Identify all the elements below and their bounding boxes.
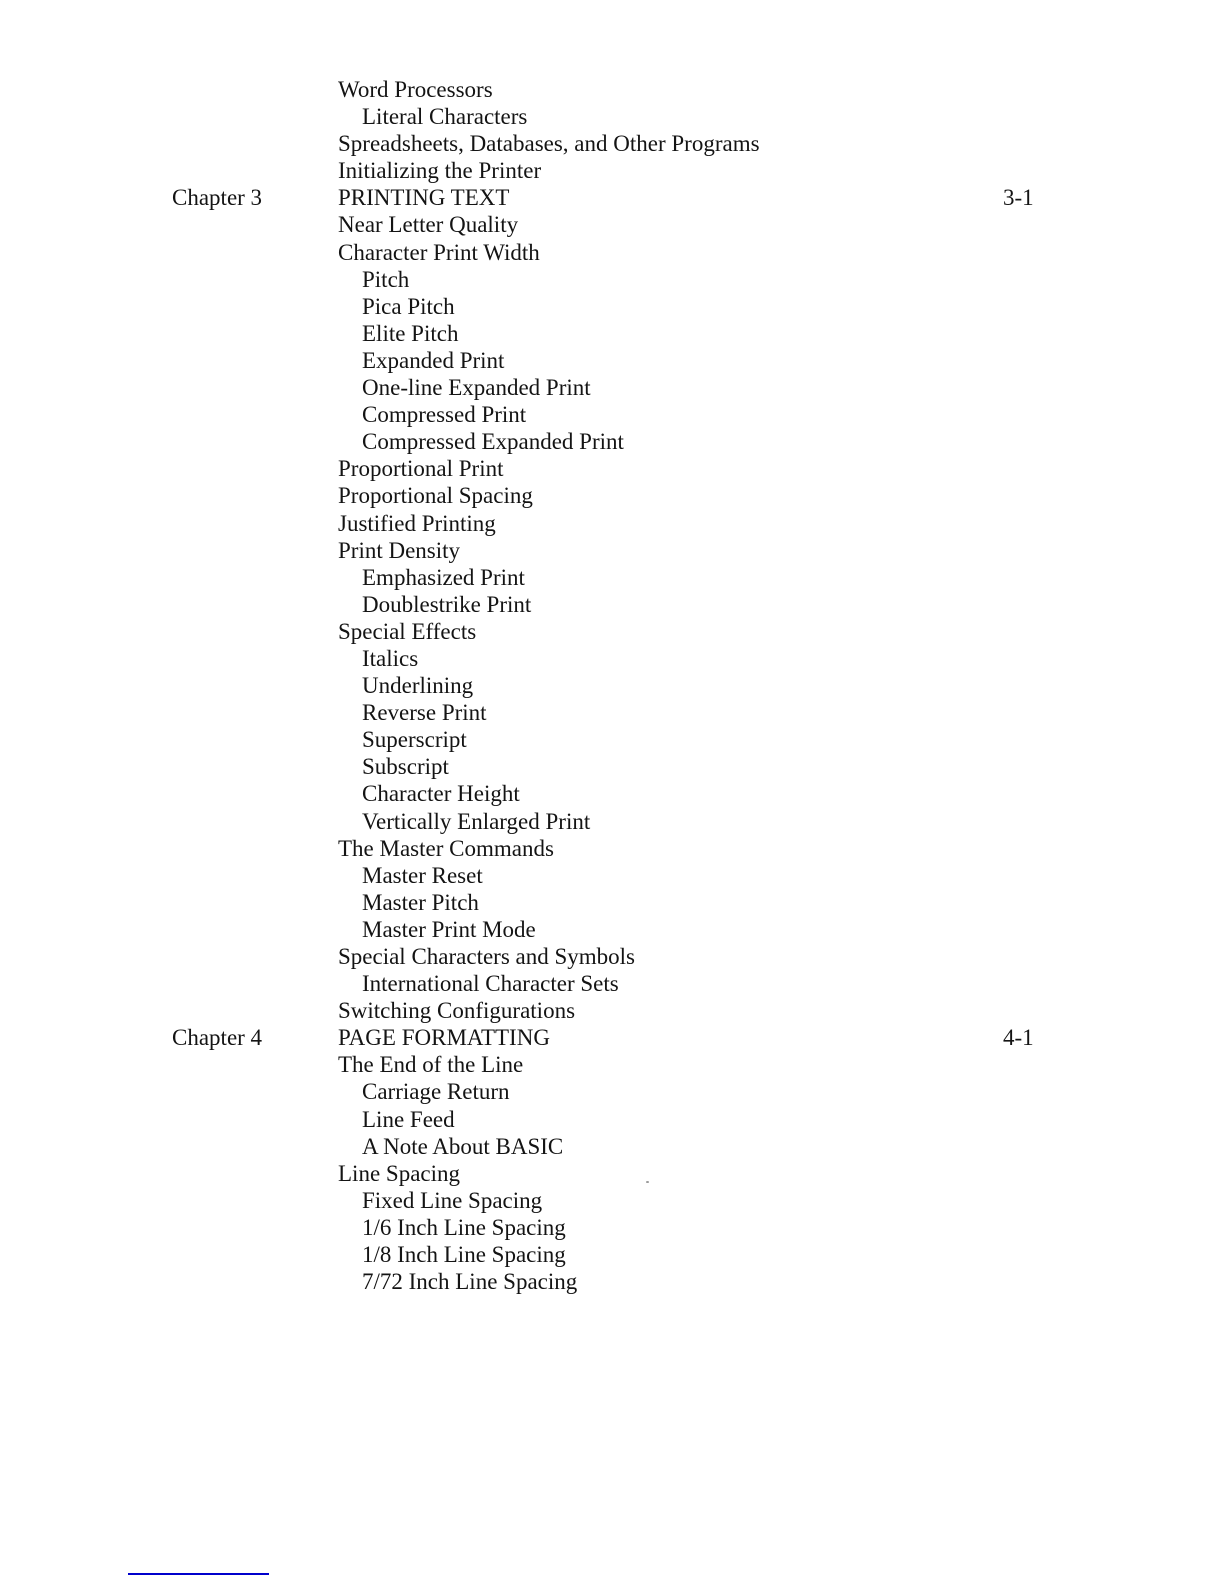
- page-number: 4-1: [1003, 1025, 1034, 1051]
- toc-row: [0, 835, 1224, 862]
- toc-entry-title: Compressed Expanded Print: [362, 429, 624, 455]
- toc-row: [0, 1187, 1224, 1214]
- toc-entry-title: Spreadsheets, Databases, and Other Programs: [338, 131, 760, 157]
- toc-entry-title: Emphasized Print: [362, 564, 525, 590]
- table-of-contents: [0, 76, 1224, 1295]
- toc-row: [0, 401, 1224, 428]
- toc-entry-title: Line Spacing: [338, 1160, 460, 1186]
- toc-row: [0, 374, 1224, 401]
- toc-row: [0, 997, 1224, 1024]
- toc-row: [0, 618, 1224, 645]
- toc-row: [0, 1241, 1224, 1268]
- toc-entry-title: Vertically Enlarged Print: [362, 808, 591, 834]
- toc-row: [0, 76, 1224, 103]
- toc-entry-title: Justified Printing: [338, 510, 496, 536]
- toc-entry-title: Master Reset: [362, 862, 483, 888]
- toc-entry-title: 7/72 Inch Line Spacing: [362, 1269, 578, 1295]
- toc-row: [0, 699, 1224, 726]
- footer-blue-line: [128, 1573, 269, 1575]
- toc-row: [0, 428, 1224, 455]
- toc-row: [0, 916, 1224, 943]
- toc-entry-title: Near Letter Quality: [338, 212, 519, 238]
- toc-row: [0, 564, 1224, 591]
- toc-entry-title: Proportional Print: [338, 456, 504, 482]
- toc-entry-title: The End of the Line: [338, 1052, 524, 1078]
- toc-row: [0, 1160, 1224, 1187]
- toc-row: [0, 970, 1224, 997]
- toc-row: [0, 1078, 1224, 1105]
- toc-entry-title: Special Effects: [338, 618, 477, 644]
- toc-entry-title: Character Height: [362, 781, 520, 807]
- toc-row: [0, 591, 1224, 618]
- toc-entry-title: Line Feed: [362, 1106, 455, 1132]
- toc-entry-title: Character Print Width: [338, 239, 540, 265]
- toc-row: [0, 103, 1224, 130]
- toc-entry-title: Switching Configurations: [338, 998, 576, 1024]
- toc-entry-title: Initializing the Printer: [338, 158, 542, 184]
- toc-entry-title: The Master Commands: [338, 835, 554, 861]
- toc-entry-title: Italics: [362, 645, 419, 671]
- toc-entry-title: A Note About BASIC: [362, 1133, 564, 1159]
- scan-artifact-dot: [646, 1181, 649, 1183]
- toc-row: [0, 943, 1224, 970]
- chapter-label: Chapter 4: [172, 1025, 263, 1051]
- toc-entry-title: Special Characters and Symbols: [338, 944, 636, 969]
- toc-row: [0, 211, 1224, 238]
- toc-row: [0, 1133, 1224, 1160]
- page-number: 3-1: [1003, 185, 1034, 211]
- toc-row: [0, 482, 1224, 509]
- toc-entry-title: Word Processors: [338, 77, 493, 102]
- toc-entry-title: Proportional Spacing: [338, 483, 533, 509]
- toc-entry-title: Doublestrike Print: [362, 591, 532, 617]
- toc-row: [0, 320, 1224, 347]
- toc-entry-title: Master Print Mode: [362, 916, 536, 942]
- toc-row: [0, 510, 1224, 537]
- toc-row: [0, 726, 1224, 753]
- toc-row: [0, 645, 1224, 672]
- toc-row: [0, 239, 1224, 266]
- toc-entry-title: 1/6 Inch Line Spacing: [362, 1214, 566, 1240]
- toc-row: [0, 455, 1224, 482]
- toc-row: [0, 672, 1224, 699]
- chapter-label: Chapter 3: [172, 185, 263, 211]
- toc-row: [0, 1268, 1224, 1295]
- toc-entry-title: Print Density: [338, 537, 461, 563]
- toc-entry-title: One-line Expanded Print: [362, 375, 591, 401]
- toc-entry-title: PRINTING TEXT: [338, 185, 510, 211]
- toc-entry-title: Carriage Return: [362, 1079, 510, 1105]
- toc-entry-title: 1/8 Inch Line Spacing: [362, 1242, 566, 1268]
- toc-entry-title: Compressed Print: [362, 402, 527, 428]
- toc-entry-title: Elite Pitch: [362, 320, 459, 346]
- toc-row: [0, 1214, 1224, 1241]
- toc-entry-title: Master Pitch: [362, 889, 479, 915]
- toc-entry-title: Reverse Print: [362, 700, 487, 726]
- toc-row: [0, 753, 1224, 780]
- toc-entry-title: International Character Sets: [362, 971, 619, 997]
- toc-row: [0, 862, 1224, 889]
- toc-row: [0, 157, 1224, 184]
- toc-entry-title: Superscript: [362, 727, 467, 753]
- toc-entry-title: Underlining: [362, 673, 474, 699]
- toc-row: [0, 889, 1224, 916]
- toc-row: [0, 293, 1224, 320]
- toc-row: [0, 537, 1224, 564]
- toc-entry-title: Pitch: [362, 266, 410, 292]
- toc-row: [0, 1106, 1224, 1133]
- toc-row: [0, 130, 1224, 157]
- toc-entry-title: Subscript: [362, 754, 449, 780]
- toc-row: [0, 780, 1224, 807]
- toc-entry-title: Pica Pitch: [362, 293, 455, 319]
- toc-row: [0, 808, 1224, 835]
- toc-row: [0, 266, 1224, 293]
- toc-entry-title: Fixed Line Spacing: [362, 1187, 543, 1213]
- toc-row: [0, 347, 1224, 374]
- toc-entry-title: Expanded Print: [362, 347, 505, 373]
- toc-row: [0, 184, 1224, 211]
- toc-entry-title: Literal Characters: [362, 104, 528, 130]
- toc-entry-title: PAGE FORMATTING: [338, 1025, 550, 1051]
- toc-row: [0, 1051, 1224, 1078]
- toc-row: [0, 1024, 1224, 1051]
